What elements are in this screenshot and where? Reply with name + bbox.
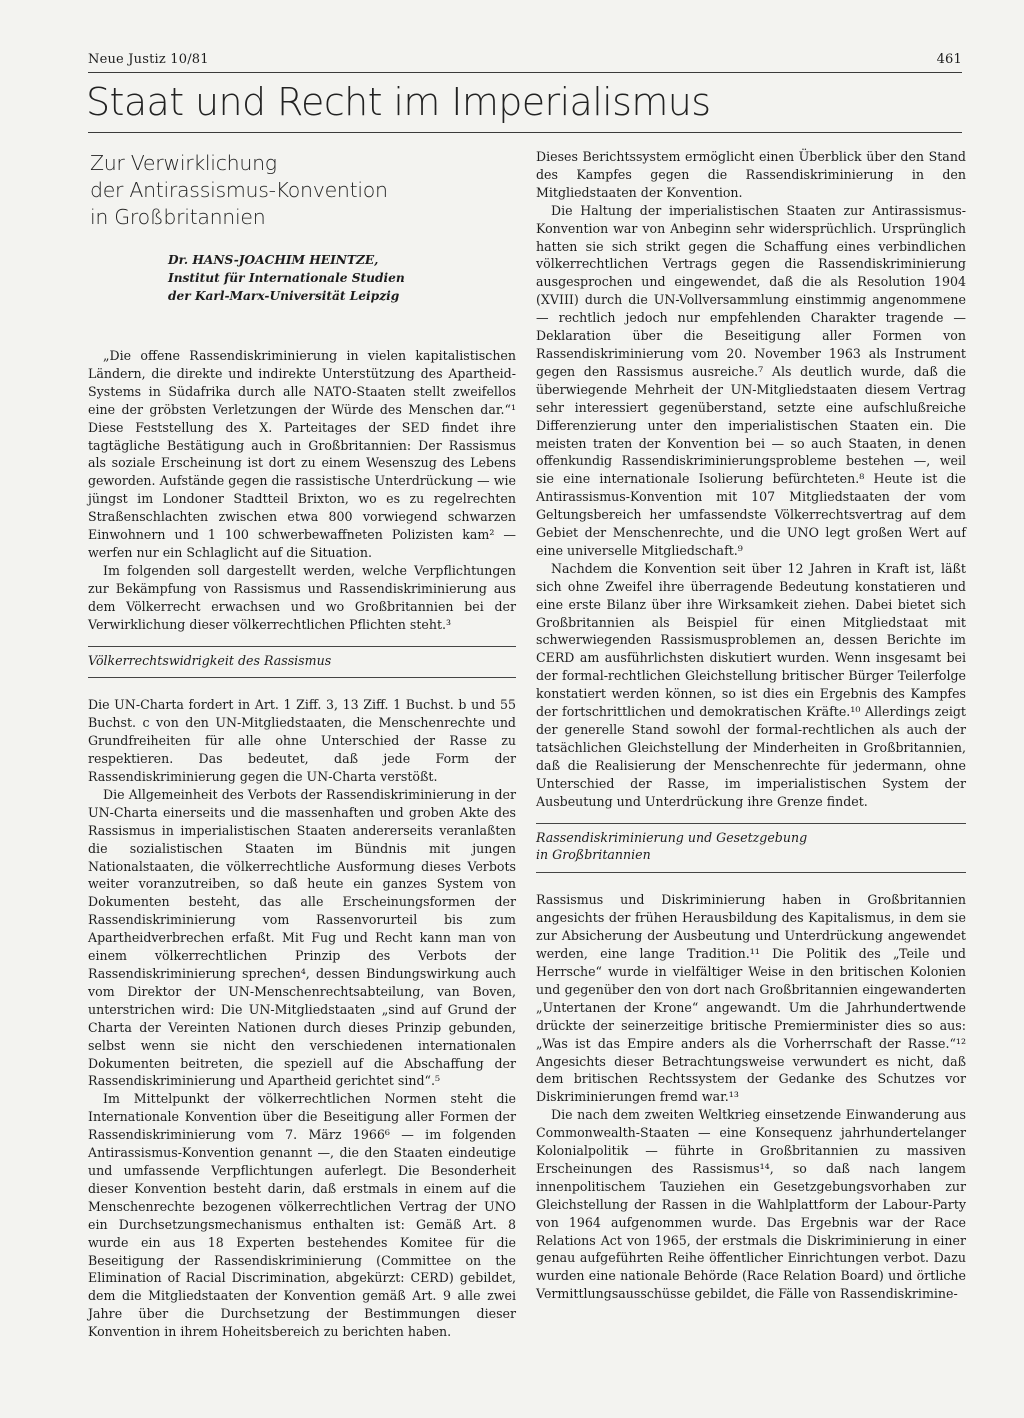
journal-issue: Neue Justiz 10/81 xyxy=(88,52,209,67)
subheading xyxy=(536,823,966,874)
subheading-text: Völkerrechtswidrigkeit des Rassismus xyxy=(88,652,332,668)
body-paragraph: Im Mittelpunkt der völkerrechtlichen Normen steht die Internationale Konvention über die Beseitigung aller Formen der Rassendiskriminierung vom 7. März 1966⁶ — im folgenden Antirassismus-Konvention genannt —, die den Staaten eindeutige und umfassende Verpflichtungen auferlegt. Die Besonderheit dieser Konvention besteht darin, daß erstmals in einem auf die Menschenrechte bezogenen völkerrechtlichen Vertrag der UNO ein Durchsetzungsmechanismus enthalten ist: Gemäß Art. 8 wurde ein aus 18 Experten bestehendes Komitee für die Beseitigung der Rassendiskriminierung (Committee on the Elimination of Racial Discrimination, abgekürzt: CERD) gebildet, dem die Mitgliedstaaten der Konvention gemäß Art. 9 alle zwei Jahre über die Durchsetzung der Bestimmungen dieser Konvention in ihrem Hoheitsbereich zu berichten haben. xyxy=(88,1091,516,1340)
author-block xyxy=(168,251,516,305)
section-title: Staat und Recht im Imperialismus xyxy=(86,80,711,124)
body-paragraph: Die UN-Charta fordert in Art. 1 Ziff. 3, 13 Ziff. 1 Buchst. b und 55 Buchst. c von den UN-Mitgliedstaaten, die Menschenrechte und Grundfreiheiten für alle ohne Unterschied der Rasse zu respektieren. Das bedeutet, daß jede Form der Rassendiskriminierung gegen die UN-Charta verstößt. xyxy=(88,697,516,785)
author-institute: Institut für Internationale Studien xyxy=(168,271,405,285)
subheading-text: in Großbritannien xyxy=(536,847,651,863)
article-title-line: Zur Verwirklichung xyxy=(90,151,277,175)
article-title-line: der Antirassismus-Konvention xyxy=(90,178,388,202)
body-paragraph: Die Haltung der imperialistischen Staaten zur Antirassismus-Konvention war von Anbeginn sehr widersprüchlich. Ursprünglich hatten sie sich strikt gegen die Schaffung eines verbindlichen völkerrechtlichen Vertrags gegen die Rassendiskriminierung ausgesprochen und eingewendet, daß die als Resolution 1904 (XVIII) durch die UN-Vollversammlung einstimmig angenommene — rechtlich jedoch nur empfehlenden Charakter tragende — Deklaration über die Beseitigung aller Formen von Rassendiskriminierung vom 20. November 1963 als Instrument gegen den Rassismus ausreiche.⁷ Als deutlich wurde, daß die überwiegende Mehrheit der UN-Mitgliedstaaten diesem Vertrag sehr interessiert gegenüberstand, setzte eine aufschlußreiche Differenzierung unter den imperialistischen Staaten ein. Die meisten traten der Konvention bei — so auch Staaten, in denen offenkundig Rassendiskriminierungsprobleme bestehen —, weil sie eine internationale Isolierung befürchteten.⁸ Heute ist die Antirassismus-Konvention mit 107 Mitgliedstaaten der vom Geltungsbereich her umfassendste Völkerrechtsvertrag auf dem Gebiet der Menschenrechte, und die UNO legt großen Wert auf eine universelle Mitgliedschaft.⁹ xyxy=(536,202,966,558)
page-number: 461 xyxy=(936,52,962,67)
subheading xyxy=(88,646,516,679)
intro-paragraph: „Die offene Rassendiskriminierung in vielen kapitalistischen Ländern, die direkte und indirekte Unterstützung des Apartheid-Systems in Südafrika durch alle NATO-Staaten stellt zweifellos eine der gröbsten Verletzungen der Würde des Menschen dar.“¹ Diese Feststellung des X. Parteitages der SED findet ihre tagtägliche Bestätigung auch in Großbritannien: Der Rassismus als soziale Erscheinung ist dort zu einem Wesenszug des Lebens geworden. Aufstände gegen die rassistische Unterdrückung — wie jüngst im Londoner Stadtteil Brixton, wo es zu regelrechten Straßenschlachten zwischen etwa 800 vorwiegend schwarzen Einwohnern und 1 100 schwerbewaffneten Polizisten kam² — werfen nur ein Schlaglicht auf die Situation. xyxy=(88,348,516,560)
body-paragraph: Dieses Berichtssystem ermöglicht einen Überblick über den Stand des Kampfes gegen die Rassendiskriminierung in den Mitgliedstaaten der Konvention. xyxy=(536,149,966,200)
left-column xyxy=(88,148,516,1341)
section-rule xyxy=(88,132,962,133)
header-rule xyxy=(88,72,962,73)
author-name: Dr. HANS-JOACHIM HEINTZE, xyxy=(168,253,379,267)
body-paragraph: Die Allgemeinheit des Verbots der Rassendiskriminierung in der UN-Charta einerseits und die massenhaften und groben Akte des Rassismus in imperialistischen Staaten andererseits veranlaßten die sozialistischen Staaten im Bündnis mit jungen Nationalstaaten, die völkerrechtliche Ausformung dieses Verbots weiter voranzutreiben, so daß heute ein ganzes System von Dokumenten besteht, das alle Erscheinungsformen der Rassendiskriminierung vom Rassenvorurteil bis zum Apartheidverbrechen erfaßt. Mit Fug und Recht kann man von einem völkerrechtlichen Prinzip des Verbots der Rassendiskriminierung sprechen⁴, dessen Bindungswirkung auch vom Direktor der UN-Menschenrechtsabteilung, van Boven, unterstrichen wird: Die UN-Mitgliedstaaten „sind auf Grund der Charta der Vereinten Nationen durch dieses Prinzip gebunden, selbst wenn sie nicht den verschiedenen internationalen Dokumenten beitreten, die speziell auf die Abschaffung der Rassendiskriminierung und Apartheid gerichtet sind“.⁵ xyxy=(88,786,516,1089)
article-title-line: in Großbritannien xyxy=(90,205,266,229)
article-title xyxy=(88,150,516,231)
body-paragraph: Nachdem die Konvention seit über 12 Jahren in Kraft ist, läßt sich ohne Zweifel ihre überragende Bedeutung konstatieren und eine erste Bilanz über ihre Wirksamkeit ziehen. Dabei bietet sich Großbritannien als Beispiel für einen Mitgliedstaat mit schwerwiegenden Rassismusproblemen an, dessen Berichte im CERD am ausführlichsten diskutiert wurden. Wenn insgesamt bei der formal-rechtlichen Gleichstellung britischer Bürger Teilerfolge konstatiert werden können, so ist dies ein Ergebnis des Kampfes der fortschrittlichen und demokratischen Kräfte.¹⁰ Allerdings zeigt der generelle Stand sowohl der formal-rechtlichen als auch der tatsächlichen Gleichstellung der Minderheiten in Großbritannien, daß die Realisierung der Menschenrechte für jedermann, ohne Unterschied der Rasse, im imperialistischen System der Ausbeutung und Unterdrückung ihre Grenze findet. xyxy=(536,560,966,809)
running-head xyxy=(88,52,962,67)
body-paragraph: Rassismus und Diskriminierung haben in Großbritannien angesichts der frühen Herausbildung des Kapitalismus, in dem sie zur Absicherung der Ausbeutung und Unterdrückung angewendet werden, eine lange Tradition.¹¹ Die Politik des „Teile und Herrsche“ wurde in vielfältiger Weise in den britischen Kolonien und gegenüber den von dort nach Großbritannien eingewanderten „Untertanen der Krone“ angewandt. Um die Jahrhundertwende drückte der seinerzeitige britische Premierminister dies so aus: „Was ist das Empire anders als die Vorherrschaft der Rasse.“¹² Angesichts dieser Betrachtungsweise verwundert es nicht, daß dem britischen Rechtssystem der Gedanke des Schutzes vor Diskriminierungen fremd war.¹³ xyxy=(536,892,966,1105)
author-university: der Karl-Marx-Universität Leipzig xyxy=(168,289,400,303)
subheading-text: Rassendiskriminierung und Gesetzgebung xyxy=(536,829,808,845)
body-paragraph: Die nach dem zweiten Weltkrieg einsetzende Einwanderung aus Commonwealth-Staaten — eine Konsequenz jahrhundertelanger Kolonialpolitik — führte in Großbritannien zu massiven Erscheinungen des Rassismus¹⁴, so daß nach langem innenpolitischem Tauziehen ein Gesetzgebungsvorhaben zur Gleichstellung der Rassen in die Wahlplattform der Labour-Party von 1964 aufgenommen wurde. Das Ergebnis war der Race Relations Act von 1965, der erstmals die Diskriminierung in einer genau aufgeführten Reihe öffentlicher Einrichtungen verbot. Dazu wurden eine nationale Behörde (Race Relation Board) und örtliche Vermittlungsausschüsse gebildet, die Fälle von Rassendiskrimine- xyxy=(536,1107,966,1302)
right-column xyxy=(536,148,966,1303)
intro-paragraph: Im folgenden soll dargestellt werden, welche Verpflichtungen zur Bekämpfung von Rassismus und Rassendiskriminierung aus dem Völkerrecht erwachsen und wo Großbritannien bei der Verwirklichung dieser völkerrechtlichen Pflichten steht.³ xyxy=(88,562,516,632)
